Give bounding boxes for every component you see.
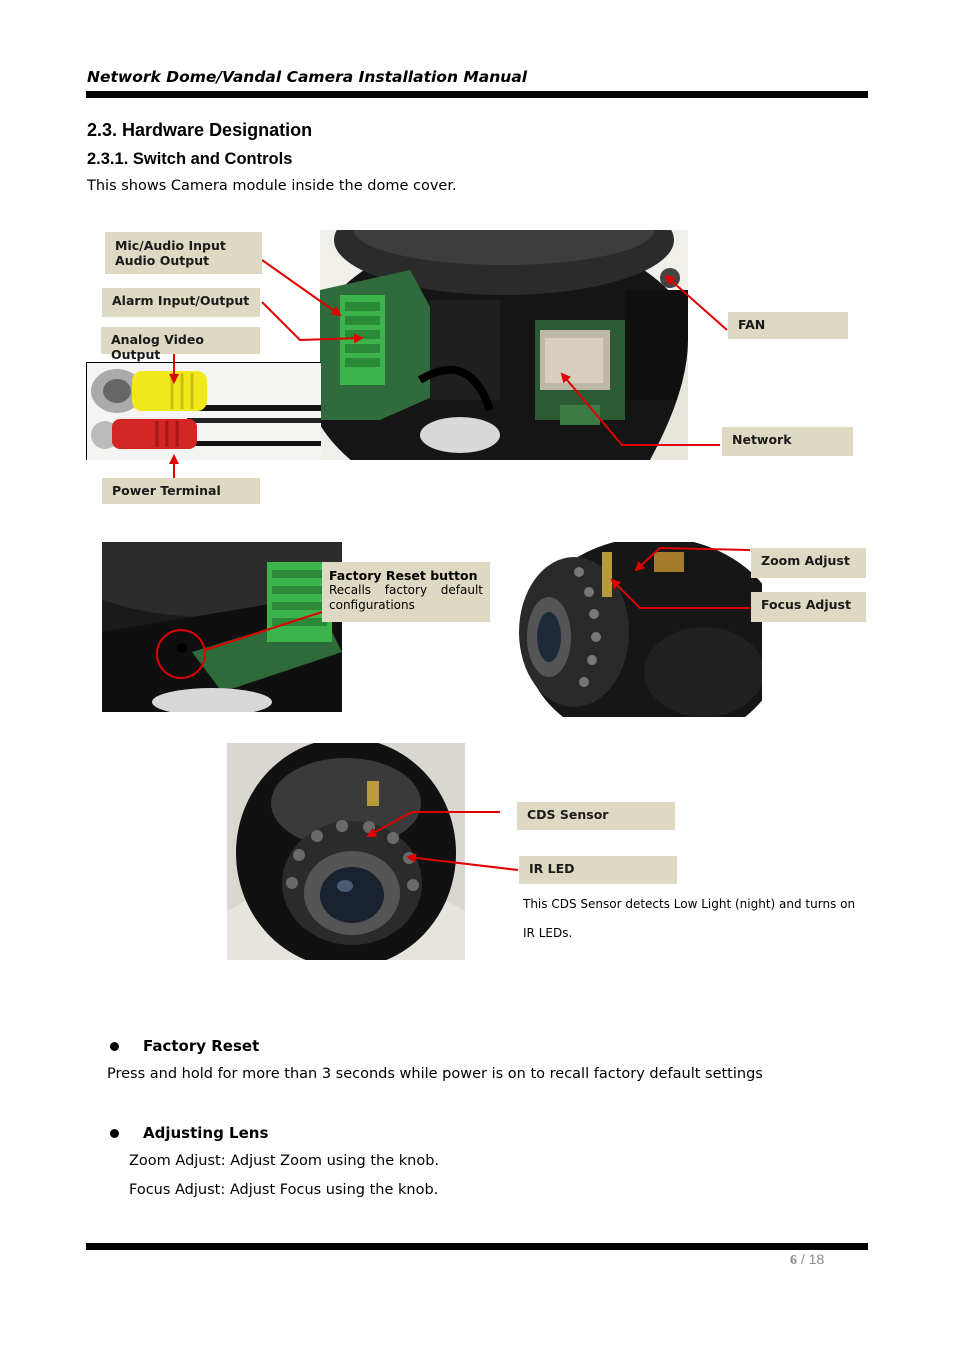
cds-note bbox=[523, 890, 855, 948]
label-focus-adjust: Focus Adjust bbox=[751, 592, 866, 622]
bullet-text-factory-reset: Press and hold for more than 3 seconds while power is on to recall factory default settings bbox=[107, 1066, 763, 1082]
label-cds-sensor: CDS Sensor bbox=[517, 802, 675, 830]
page-total: 18 bbox=[808, 1251, 825, 1267]
bullet-text-focus: Focus Adjust: Adjust Focus using the knob. bbox=[129, 1182, 439, 1198]
page-separator: / bbox=[797, 1251, 809, 1267]
label-mic-audio-line1: Mic/Audio Input bbox=[115, 238, 226, 253]
label-mic-audio bbox=[105, 232, 262, 274]
label-ir-led: IR LED bbox=[519, 856, 677, 884]
label-power-terminal: Power Terminal bbox=[102, 478, 260, 504]
label-factory-reset-desc: Recalls factory default configurations bbox=[329, 583, 483, 612]
label-network: Network bbox=[722, 427, 853, 456]
intro-text: This shows Camera module inside the dome cover. bbox=[87, 178, 457, 194]
label-mic-audio-line2: Audio Output bbox=[115, 253, 210, 268]
manual-title: Network Dome/Vandal Camera Installation Manual bbox=[87, 68, 528, 86]
bullet-dot bbox=[110, 1042, 119, 1051]
cds-note-line2: IR LEDs. bbox=[523, 926, 573, 940]
page-current: 6 bbox=[790, 1253, 797, 1268]
label-fan: FAN bbox=[728, 312, 848, 339]
subsection-title: 2.3.1. Switch and Controls bbox=[87, 150, 293, 168]
label-zoom-adjust: Zoom Adjust bbox=[751, 548, 866, 578]
label-factory-reset-title: Factory Reset button bbox=[329, 568, 478, 583]
bullet-title-factory-reset: Factory Reset bbox=[143, 1037, 260, 1055]
label-analog-video: Analog Video Output bbox=[101, 327, 260, 354]
bullet-text-zoom: Zoom Adjust: Adjust Zoom using the knob. bbox=[129, 1153, 440, 1169]
label-factory-reset bbox=[322, 562, 490, 622]
section-title: 2.3. Hardware Designation bbox=[87, 120, 313, 140]
bullet-dot bbox=[110, 1129, 119, 1138]
footer-rule bbox=[86, 1243, 868, 1250]
page-number bbox=[790, 1251, 824, 1269]
label-alarm: Alarm Input/Output bbox=[102, 288, 260, 317]
bullet-title-adjusting-lens: Adjusting Lens bbox=[143, 1124, 269, 1142]
cds-note-line1: This CDS Sensor detects Low Light (night) and turns on bbox=[523, 897, 856, 911]
